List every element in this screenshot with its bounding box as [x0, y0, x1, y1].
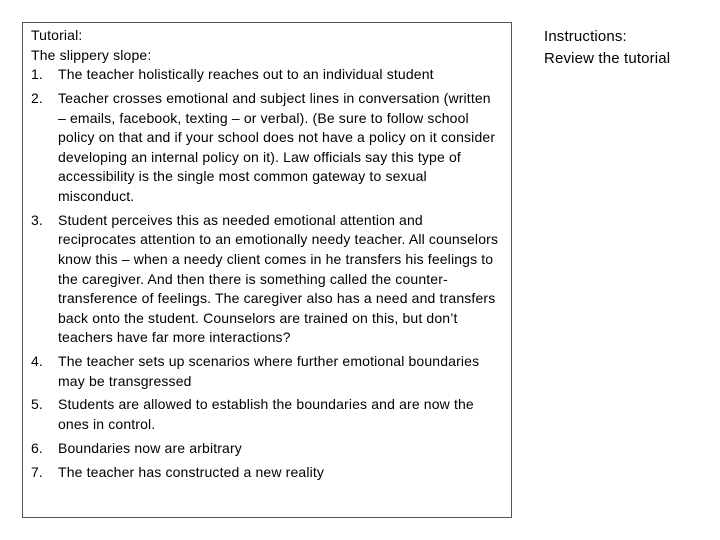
- step-number: 6.: [31, 439, 43, 456]
- list-item: [31, 211, 501, 348]
- step-text: Teacher crosses emotional and subject lines in conversation (written – emails, facebook, texting – or verbal). (Be sure to follow school policy on that and if your school does not have a policy on it consider developing an internal policy on it). Law officials say this type of accessibility is the single most common gateway to sexual misconduct.: [58, 89, 496, 204]
- step-number: 5.: [31, 396, 43, 413]
- step-text: The teacher sets up scenarios where further emotional boundaries may be transgressed: [58, 353, 480, 389]
- step-text: The teacher holistically reaches out to an individual student: [58, 66, 434, 83]
- step-number: 7.: [31, 463, 43, 480]
- list-item: [31, 439, 501, 459]
- list-item: [31, 395, 501, 434]
- instructions-label: Instructions:: [544, 28, 627, 45]
- step-text: Students are allowed to establish the boundaries and are now the ones in control.: [58, 396, 474, 433]
- step-text: The teacher has constructed a new reality: [58, 463, 325, 480]
- instructions-note: [544, 26, 674, 69]
- step-number: 2.: [31, 89, 43, 106]
- instructions-text: Review the tutorial: [544, 49, 671, 67]
- step-number: 1.: [31, 66, 43, 83]
- tutorial-heading: Tutorial:: [31, 27, 83, 43]
- tutorial-subheading: The slippery slope:: [31, 46, 152, 63]
- step-number: 4.: [31, 353, 43, 370]
- list-item: [31, 89, 501, 207]
- tutorial-box: [22, 22, 512, 518]
- list-item: [31, 65, 501, 85]
- list-item: [31, 463, 501, 483]
- step-text: Boundaries now are arbitrary: [58, 439, 242, 456]
- step-number: 3.: [31, 211, 43, 228]
- step-text: Student perceives this as needed emotional attention and reciprocates attention to an emotionally needy teacher. All counselors know this – when a needy client comes in he transfers his feelings to the caregiver. And then there is something called the counter-transference of feelings. The caregiver also has a need and transfers back onto the student. Counselors are trained on this, but don’t teachers have far more interactions?: [58, 211, 499, 346]
- list-item: [31, 352, 501, 391]
- steps-list: [31, 65, 501, 482]
